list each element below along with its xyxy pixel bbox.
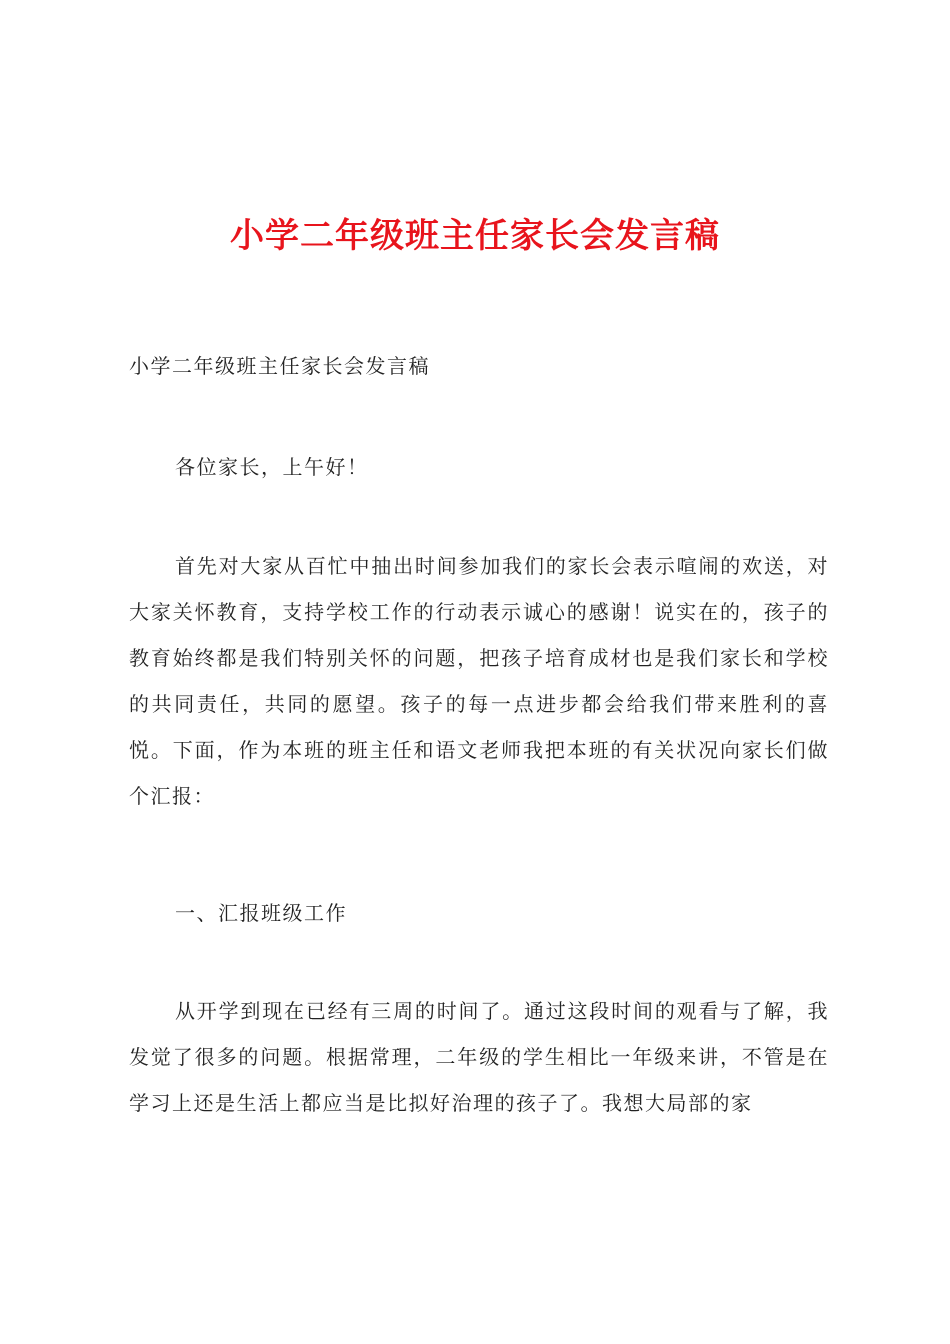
document-title: 小学二年级班主任家长会发言稿 [230,216,720,256]
section-heading: 一、汇报班级工作 [175,901,347,925]
section-body-paragraph: 从开学到现在已经有三周的时间了。通过这段时间的观看与了解，我发觉了很多的问题。根据常理，二年级的学生相比一年级来讲，不管是在学习上还是生活上都应当是比拟好治理的孩子了。我想大局部的家 [129,999,829,1115]
intro-paragraph: 首先对大家从百忙中抽出时间参加我们的家长会表示喧闹的欢送，对大家关怀教育，支持学校工作的行动表示诚心的感谢！说实在的，孩子的教育始终都是我们特别关怀的问题，把孩子培育成材也是我们家长和学校的共同责任，共同的愿望。孩子的每一点进步都会给我们带来胜利的喜悦。下面，作为本班的班主任和语文老师我把本班的有关状况向家长们做个汇报： [129,554,829,808]
greeting-paragraph: 各位家长，上午好！ [175,455,369,479]
document-subtitle: 小学二年级班主任家长会发言稿 [129,354,430,378]
